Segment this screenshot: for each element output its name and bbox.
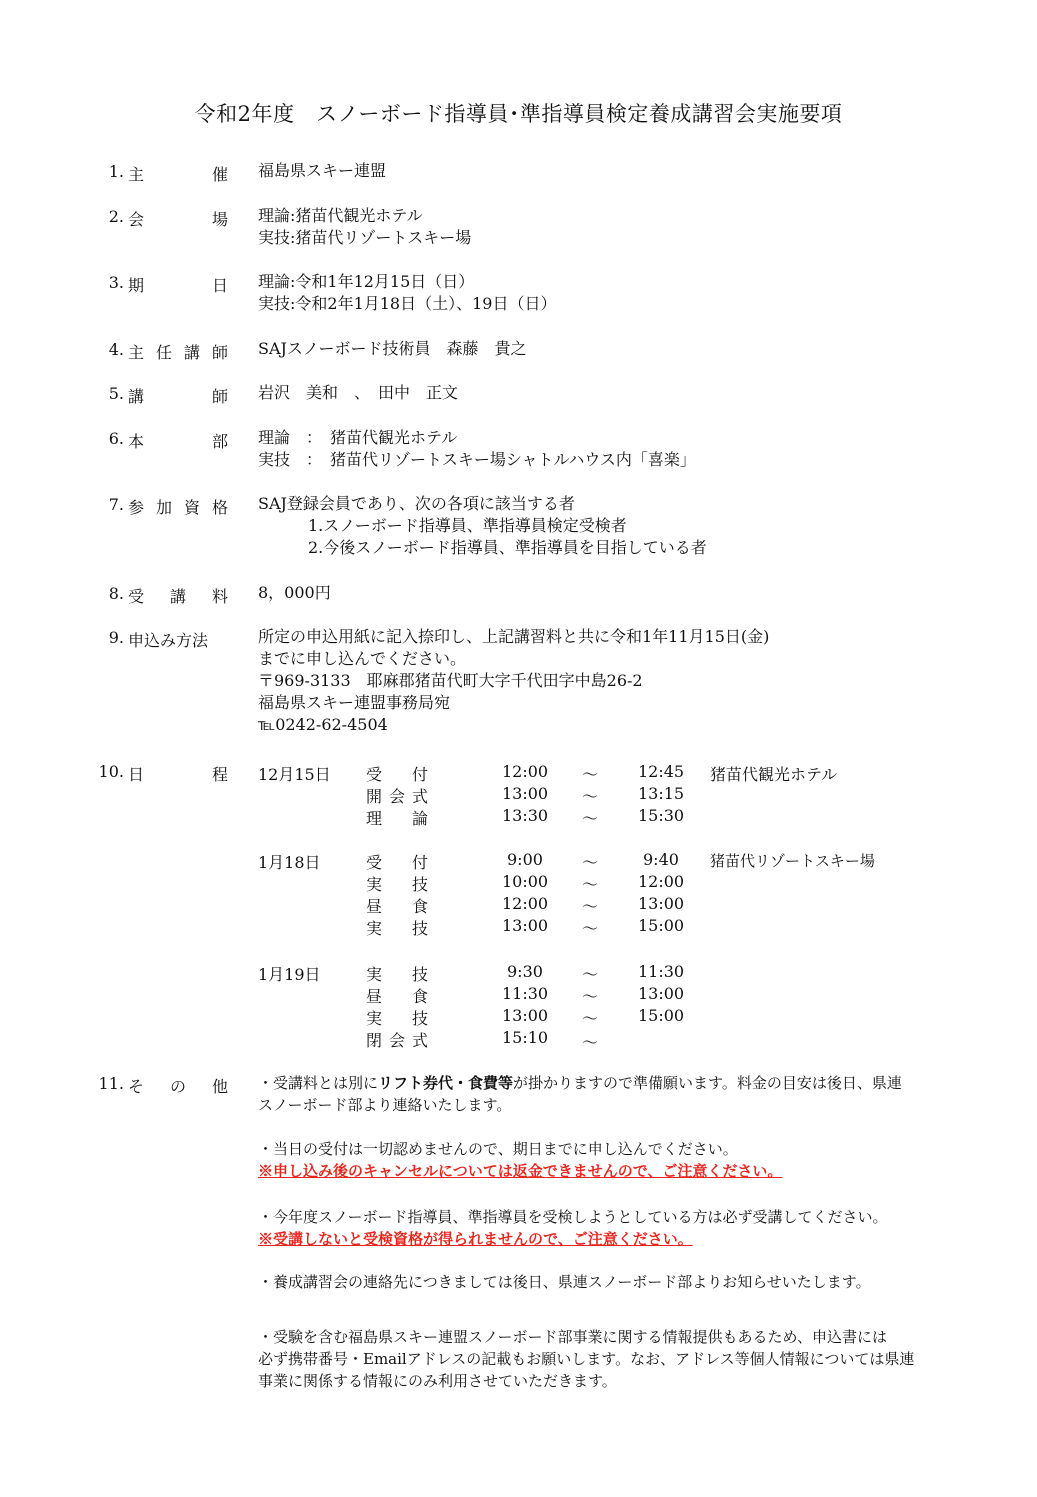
schedule-end: 15:30 xyxy=(638,806,685,825)
schedule-sep: 〜 xyxy=(582,919,599,938)
schedule-event: 実 技 xyxy=(366,919,428,938)
item-number: 3. xyxy=(108,273,124,292)
item-label: 受 講 料 xyxy=(128,587,228,606)
schedule-start: 13:00 xyxy=(502,784,549,803)
schedule-start: 12:00 xyxy=(502,894,549,913)
item-label: 参 加 資 格 xyxy=(128,498,228,517)
item-value: 岩沢 美和 、 田中 正文 xyxy=(258,383,459,402)
item-number: 4. xyxy=(108,340,124,359)
schedule-event: 閉 会 式 xyxy=(366,1031,428,1050)
schedule-event: 昼 食 xyxy=(366,897,428,916)
schedule-date: 12月15日 xyxy=(258,765,331,784)
item-label: 会 場 xyxy=(128,210,228,229)
item-label: 期 日 xyxy=(128,276,228,295)
item-value: 所定の申込用紙に記入捺印し、上記講習料と共に令和1年11月15日(金) までに申し込んでください。 〒969-3133 耶麻郡猪苗代町大字千代田字中島26-2 福島県スキー連盟事務局宛 ℡0242-62-4504 xyxy=(258,627,770,734)
item-number: 1. xyxy=(108,162,124,181)
schedule-event: 実 技 xyxy=(366,1009,428,1028)
schedule-date: 1月19日 xyxy=(258,965,321,984)
schedule-event: 昼 食 xyxy=(366,987,428,1006)
note-4: ・養成講習会の連絡先につきましては後日、県連スノーボード部よりお知らせいたします。 xyxy=(258,1273,871,1291)
note-2: ・当日の受付は一切認めませんので、期日までに申し込んでください。 ※申し込み後のキャンセルについては返金できませんので、ご注意ください。 xyxy=(258,1138,978,1182)
schedule-start: 11:30 xyxy=(502,984,549,1003)
schedule-end: 11:30 xyxy=(638,962,685,981)
item-label: 申込み方法 xyxy=(128,631,209,650)
warning-text: ※申し込み後のキャンセルについては返金できませんので、ご注意ください。 xyxy=(258,1162,783,1180)
schedule-event: 受 付 xyxy=(366,765,428,784)
schedule-place: 猪苗代観光ホテル xyxy=(710,765,838,784)
item-value: 理論:猪苗代観光ホテル 実技:猪苗代リゾートスキー場 xyxy=(258,206,472,247)
schedule-start: 12:00 xyxy=(502,762,549,781)
schedule-start: 9:00 xyxy=(507,850,543,869)
item-value: SAJ登録会員であり、次の各項に該当する者 1.スノーボード指導員、準指導員検定受検者 2.今後スノーボード指導員、準指導員を目指している者 xyxy=(258,494,707,557)
note-1: ・受講料とは別にリフト券代・食費等が掛かりますので準備願います。料金の目安は後日、県連 スノーボード部より連絡いたします。 xyxy=(258,1074,902,1114)
item-label: 主 任 講 師 xyxy=(128,343,228,362)
item-number: 10. xyxy=(98,762,124,781)
schedule-start: 13:00 xyxy=(502,1006,549,1025)
schedule-start: 9:30 xyxy=(507,962,543,981)
item-number: 8. xyxy=(108,584,124,603)
schedule-end: 13:00 xyxy=(638,894,685,913)
item-number: 5. xyxy=(108,384,124,403)
note-3: ・今年度スノーボード指導員、準指導員を受検しようとしている方は必ず受講してください。 ※受講しないと受検資格が得られませんので、ご注意ください。 xyxy=(258,1206,978,1250)
item-number: 2. xyxy=(108,207,124,226)
warning-text: ※受講しないと受検資格が得られませんので、ご注意ください。 xyxy=(258,1230,693,1248)
schedule-sep: 〜 xyxy=(582,875,599,894)
item-number: 9. xyxy=(108,628,124,647)
schedule-sep: 〜 xyxy=(582,853,599,872)
schedule-sep: 〜 xyxy=(582,1033,599,1052)
schedule-place: 猪苗代リゾートスキー場 xyxy=(710,852,875,870)
schedule-end: 9:40 xyxy=(643,850,679,869)
item-label: 講 師 xyxy=(128,387,228,406)
item-number: 11. xyxy=(98,1074,124,1093)
item-label: 主 催 xyxy=(128,165,228,184)
item-label: そ の 他 xyxy=(128,1077,228,1096)
schedule-start: 13:00 xyxy=(502,916,549,935)
item-label: 本 部 xyxy=(128,432,228,451)
schedule-end: 15:00 xyxy=(638,916,685,935)
schedule-start: 13:30 xyxy=(502,806,549,825)
item-value: 福島県スキー連盟 xyxy=(258,161,387,180)
schedule-event: 開 会 式 xyxy=(366,787,428,806)
item-number: 7. xyxy=(108,495,124,514)
schedule-start: 10:00 xyxy=(502,872,549,891)
item-number: 6. xyxy=(108,429,124,448)
schedule-sep: 〜 xyxy=(582,1009,599,1028)
item-value: 理論 ： 猪苗代観光ホテル 実技 ： 猪苗代リゾートスキー場シャトルハウス内「喜楽」 xyxy=(258,428,696,469)
schedule-event: 理 論 xyxy=(366,809,428,828)
item-label: 日 程 xyxy=(128,765,228,784)
schedule-event: 実 技 xyxy=(366,875,428,894)
schedule-end: 13:15 xyxy=(638,784,685,803)
schedule-start: 15:10 xyxy=(502,1028,549,1047)
schedule-event: 実 技 xyxy=(366,965,428,984)
schedule-end: 12:45 xyxy=(638,762,685,781)
schedule-sep: 〜 xyxy=(582,965,599,984)
item-value: 理論:令和1年12月15日（日） 実技:令和2年1月18日（土）、19日（日） xyxy=(258,272,557,313)
schedule-end: 13:00 xyxy=(638,984,685,1003)
schedule-sep: 〜 xyxy=(582,787,599,806)
schedule-end: 12:00 xyxy=(638,872,685,891)
schedule-sep: 〜 xyxy=(582,809,599,828)
schedule-sep: 〜 xyxy=(582,897,599,916)
item-value: SAJスノーボード技術員 森藤 貴之 xyxy=(258,339,527,358)
schedule-end: 15:00 xyxy=(638,1006,685,1025)
schedule-sep: 〜 xyxy=(582,987,599,1006)
note-5: ・受験を含む福島県スキー連盟スノーボード部事業に関する情報提供もあるため、申込書には 必ず携帯番号・Emailアドレスの記載もお願いします。なお、アドレス等個人情報については県連 事業に関係する情報にのみ利用させていただきます。 xyxy=(258,1328,915,1390)
schedule-event: 受 付 xyxy=(366,853,428,872)
item-value: 8，000円 xyxy=(258,583,331,602)
schedule-sep: 〜 xyxy=(582,765,599,784)
schedule-date: 1月18日 xyxy=(258,853,321,872)
page-title: 令和2年度 スノーボード指導員･準指導員検定養成講習会実施要項 xyxy=(194,102,843,126)
